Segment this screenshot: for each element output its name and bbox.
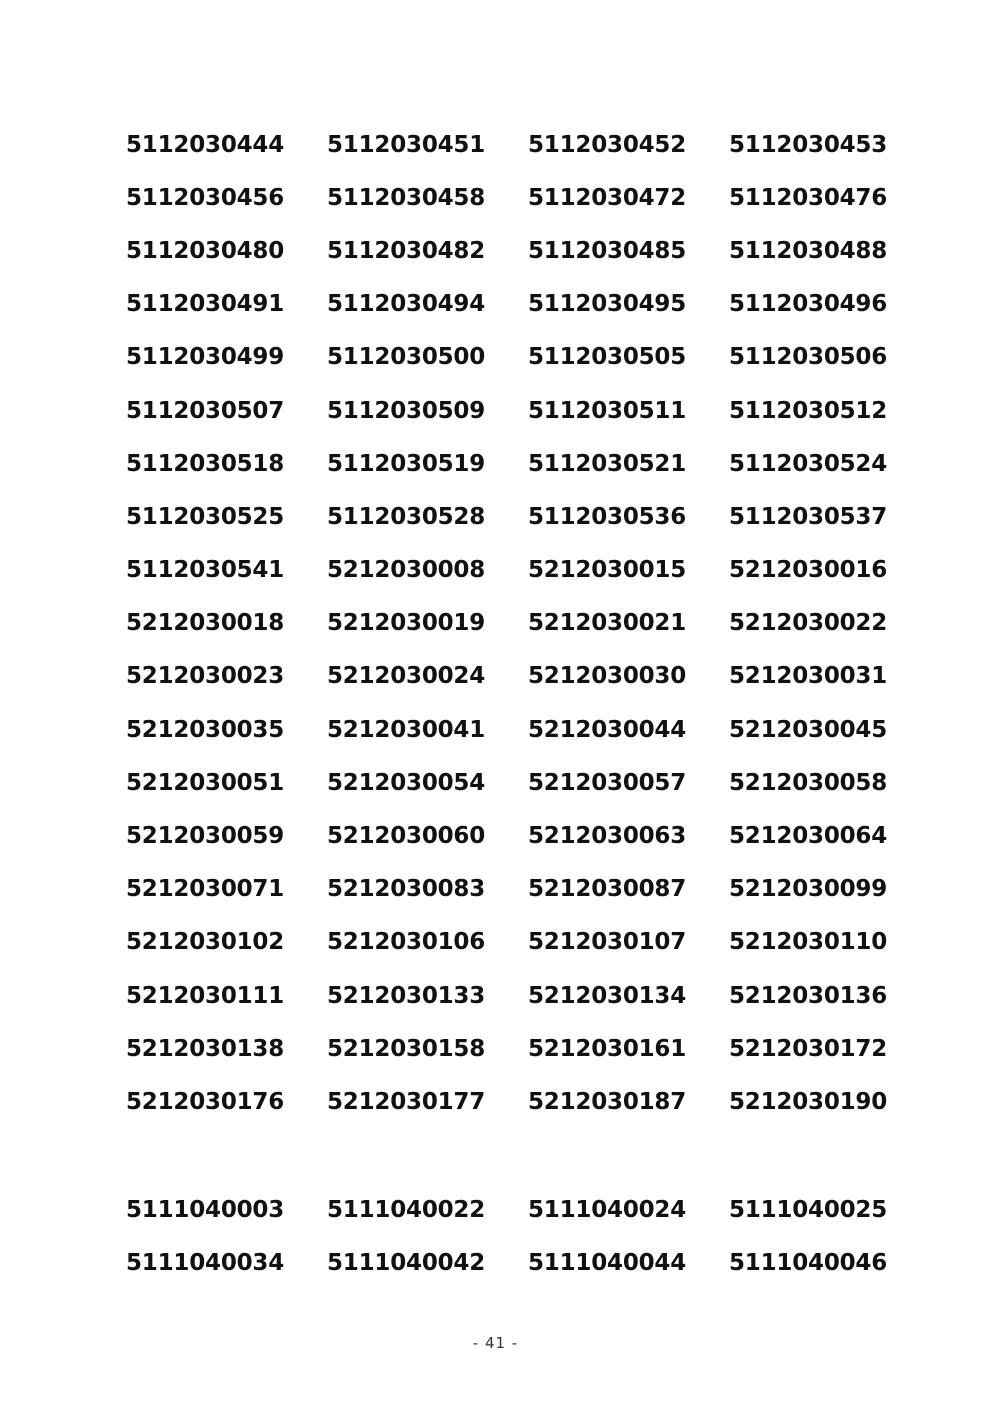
- number-cell: 5112030452: [528, 131, 687, 158]
- number-cell: 5112030537: [729, 503, 888, 530]
- number-cell: 5112030509: [327, 397, 486, 424]
- number-cell: 5111040046: [729, 1249, 888, 1276]
- number-cell: 5212030187: [528, 1088, 687, 1115]
- number-row: [126, 1236, 930, 1289]
- number-cell: 5212030018: [126, 610, 285, 637]
- number-cell: 5111040044: [528, 1249, 687, 1276]
- number-cell: 5112030472: [528, 184, 687, 211]
- number-cell: 5212030161: [528, 1035, 687, 1062]
- number-row: [126, 1183, 930, 1236]
- number-cell: 5112030536: [528, 503, 687, 530]
- number-cell: 5212030041: [327, 716, 486, 743]
- number-row: [126, 490, 930, 543]
- number-cell: 5212030107: [528, 929, 687, 956]
- number-cell: 5111040024: [528, 1196, 687, 1223]
- number-cell: 5212030176: [126, 1088, 285, 1115]
- number-cell: 5112030506: [729, 344, 888, 371]
- number-cell: 5112030485: [528, 237, 687, 264]
- number-cell: 5212030057: [528, 769, 687, 796]
- number-cell: 5212030133: [327, 982, 486, 1009]
- number-cell: 5112030494: [327, 291, 486, 318]
- number-row: [126, 650, 930, 703]
- number-cell: 5212030110: [729, 929, 888, 956]
- number-row: [126, 544, 930, 597]
- number-cell: 5212030021: [528, 610, 687, 637]
- number-cell: 5112030500: [327, 344, 486, 371]
- number-cell: 5212030008: [327, 557, 486, 584]
- number-cell: 5112030525: [126, 503, 285, 530]
- number-cell: 5112030488: [729, 237, 888, 264]
- number-cell: 5212030035: [126, 716, 285, 743]
- number-cell: 5112030505: [528, 344, 687, 371]
- number-cell: 5212030087: [528, 876, 687, 903]
- number-cell: 5212030102: [126, 929, 285, 956]
- number-cell: 5212030044: [528, 716, 687, 743]
- number-cell: 5111040034: [126, 1249, 285, 1276]
- number-cell: 5212030190: [729, 1088, 888, 1115]
- number-cell: 5212030015: [528, 557, 687, 584]
- number-row: [126, 756, 930, 809]
- number-cell: 5112030453: [729, 131, 888, 158]
- number-row: [126, 916, 930, 969]
- number-cell: 5112030519: [327, 450, 486, 477]
- number-cell: 5212030030: [528, 663, 687, 690]
- number-row: [126, 331, 930, 384]
- number-cell: 5112030512: [729, 397, 888, 424]
- number-row: [126, 118, 930, 171]
- number-cell: 5112030458: [327, 184, 486, 211]
- number-cell: 5212030058: [729, 769, 888, 796]
- number-cell: 5212030016: [729, 557, 888, 584]
- number-cell: 5212030071: [126, 876, 285, 903]
- number-row: [126, 809, 930, 862]
- number-row: [126, 437, 930, 490]
- number-cell: 5212030111: [126, 982, 285, 1009]
- number-cell: 5112030495: [528, 291, 687, 318]
- number-cell: 5112030528: [327, 503, 486, 530]
- number-cell: 5112030511: [528, 397, 687, 424]
- number-cell: 5212030136: [729, 982, 888, 1009]
- number-cell: 5112030482: [327, 237, 486, 264]
- number-cell: 5212030106: [327, 929, 486, 956]
- number-cell: 5112030507: [126, 397, 285, 424]
- number-cell: 5111040022: [327, 1196, 486, 1223]
- number-row: [126, 1075, 930, 1128]
- number-list-block: [126, 1183, 930, 1289]
- number-row: [126, 278, 930, 331]
- number-cell: 5212030083: [327, 876, 486, 903]
- number-cell: 5212030172: [729, 1035, 888, 1062]
- number-row: [126, 703, 930, 756]
- number-cell: 5112030541: [126, 557, 285, 584]
- number-cell: 5212030060: [327, 823, 486, 850]
- number-cell: 5212030031: [729, 663, 888, 690]
- number-row: [126, 171, 930, 224]
- number-cell: 5112030518: [126, 450, 285, 477]
- number-cell: 5212030064: [729, 823, 888, 850]
- number-row: [126, 969, 930, 1022]
- number-cell: 5212030138: [126, 1035, 285, 1062]
- number-cell: 5112030491: [126, 291, 285, 318]
- number-cell: 5111040003: [126, 1196, 285, 1223]
- number-cell: 5212030063: [528, 823, 687, 850]
- number-cell: 5112030480: [126, 237, 285, 264]
- number-cell: 5112030521: [528, 450, 687, 477]
- number-cell: 5111040042: [327, 1249, 486, 1276]
- number-row: [126, 863, 930, 916]
- number-cell: 5212030059: [126, 823, 285, 850]
- number-cell: 5112030456: [126, 184, 285, 211]
- number-cell: 5212030019: [327, 610, 486, 637]
- number-cell: 5212030045: [729, 716, 888, 743]
- number-row: [126, 384, 930, 437]
- number-cell: 5212030158: [327, 1035, 486, 1062]
- number-cell: 5111040025: [729, 1196, 888, 1223]
- number-row: [126, 597, 930, 650]
- page-number: - 41 -: [472, 1334, 519, 1352]
- number-cell: 5212030054: [327, 769, 486, 796]
- number-row: [126, 1022, 930, 1075]
- number-cell: 5112030444: [126, 131, 285, 158]
- number-cell: 5112030451: [327, 131, 486, 158]
- number-row: [126, 224, 930, 277]
- number-cell: 5212030023: [126, 663, 285, 690]
- number-cell: 5212030024: [327, 663, 486, 690]
- number-cell: 5212030134: [528, 982, 687, 1009]
- number-cell: 5112030499: [126, 344, 285, 371]
- number-cell: 5212030022: [729, 610, 888, 637]
- number-cell: 5112030476: [729, 184, 888, 211]
- number-cell: 5212030051: [126, 769, 285, 796]
- number-cell: 5112030496: [729, 291, 888, 318]
- number-cell: 5112030524: [729, 450, 888, 477]
- number-cell: 5212030177: [327, 1088, 486, 1115]
- number-cell: 5212030099: [729, 876, 888, 903]
- number-list-block: [126, 118, 930, 1129]
